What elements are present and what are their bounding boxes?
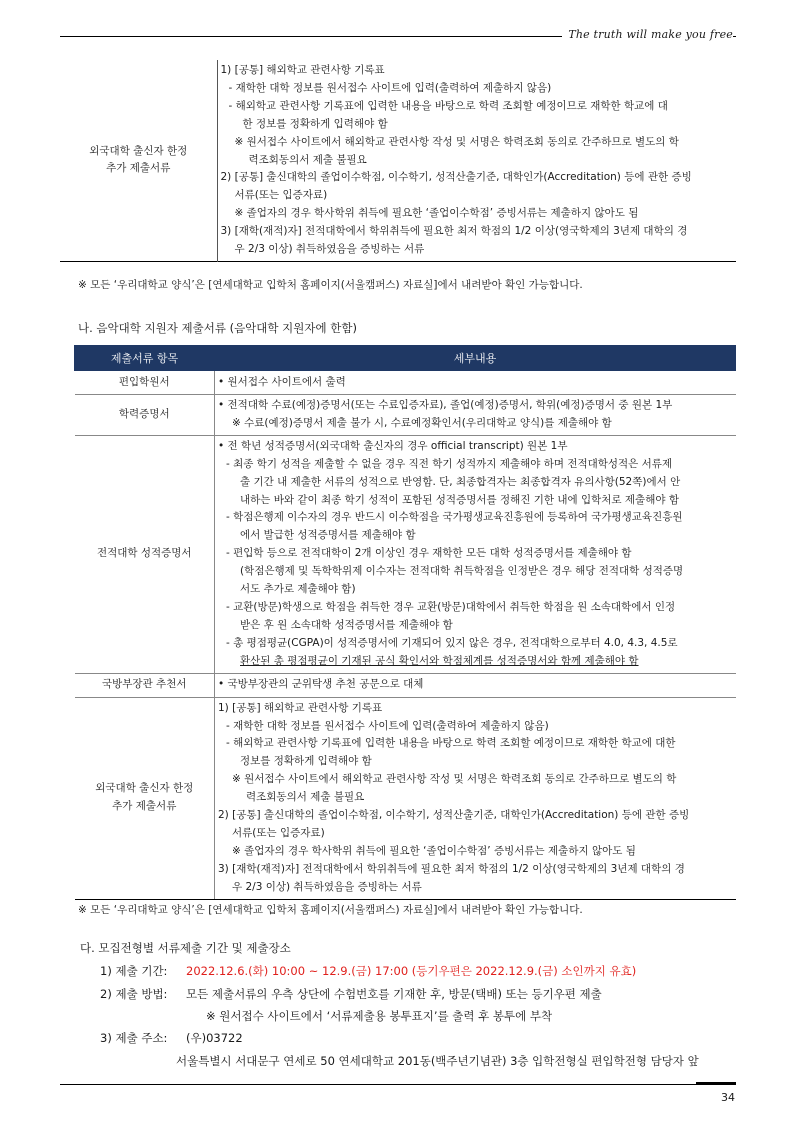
- content-line: 우 2/3 이상) 취득하였음을 증빙하는 서류: [232, 880, 422, 893]
- content-line: 받은 후 원 소속대학 성적증명서를 제출해야 함: [240, 618, 453, 631]
- content-line: 3) [재학(재적)자] 전적대학에서 학위취득에 필요한 최저 학점의 1/2 이상(영국학제의 3년제 대학의 경: [220, 225, 688, 238]
- content-line: 서류(또는 입증자료): [234, 189, 328, 202]
- content-line: 정보를 정확하게 입력해야 함: [240, 755, 372, 768]
- header-motto: The truth will make you free: [562, 28, 733, 41]
- content-line: 1) [공통] 해외학교 관련사항 기록표: [220, 64, 385, 76]
- content-line: 출 기간 내 제출한 서류의 성적으로 반영함. 단, 최종합격자는 최종합격자 유의사항(52쪽)에서 안: [240, 475, 681, 488]
- content-line: - 해외학교 관련사항 기록표에 입력한 내용을 바탕으로 학력 조회할 예정이므로 재학한 학교에 대: [228, 99, 668, 112]
- content-line: - 재학한 대학 정보를 원서접수 사이트에 입력(출력하여 제출하지 않음): [228, 81, 552, 94]
- content-line: 한 정보를 정확하게 입력해야 함: [242, 117, 388, 130]
- label-line: 추가 제출서류: [106, 162, 171, 175]
- content-line: - 편입학 등으로 전적대학이 2개 이상인 경우 재학한 모든 대학 성적증명서를 제출해야 함: [226, 547, 632, 560]
- row-content: [215, 697, 736, 899]
- content-line: 1) [공통] 해외학교 관련사항 기록표: [218, 701, 383, 714]
- period-value: 2022.12.6.(화) 10:00 ~ 12.9.(금) 17:00 (등기우편은 2022.12.9.(금) 소인까지 유효): [186, 964, 637, 978]
- content-line: - 재학한 대학 정보를 원서접수 사이트에 입력(출력하여 제출하지 않음): [226, 719, 549, 732]
- foreign-docs-table-top: [60, 60, 736, 262]
- content-line: 서도 추가로 제출해야 함): [240, 583, 356, 596]
- row-content: [215, 371, 736, 395]
- footer-accent: [696, 1082, 736, 1085]
- row-label: [75, 371, 215, 395]
- music-docs-table: [74, 345, 736, 900]
- content-line: ※ 원서접수 사이트에서 해외학교 관련사항 작성 및 서명은 학력조회 동의로 간주하므로 별도의 학: [232, 773, 677, 786]
- content-line: - 해외학교 관련사항 기록표에 입력한 내용을 바탕으로 학력 조회할 예정이므로 재학한 학교에 대한: [226, 737, 676, 750]
- table-row: [75, 435, 736, 673]
- content-line: ※ 졸업자의 경우 학사학위 취득에 필요한 ‘졸업이수학점’ 증빙서류는 제출하지 않아도 됨: [234, 207, 639, 220]
- content-line: 2) [공통] 출신대학의 졸업이수학점, 이수학기, 성적산출기준, 대학인가(Accreditation) 등에 관한 증빙: [218, 809, 690, 822]
- forms-note: ※ 모든 ‘우리대학교 양식’은 [연세대학교 입학처 홈페이지(서울캠퍼스) 자료실]에서 내려받아 확인 가능합니다.: [78, 279, 583, 291]
- content-line: 환산된 총 평점평균이 기재된 공식 확인서와 학점체계를 성적증명서와 함께 제출해야 함: [240, 654, 639, 667]
- table-row: [75, 395, 736, 436]
- content-line: 3) [재학(재적)자] 전적대학에서 학위취득에 필요한 최저 학점의 1/2 이상(영국학제의 3년제 대학의 경: [218, 862, 685, 875]
- address-line: 서울특별시 서대문구 연세로 50 연세대학교 201동(백주년기념관) 3층 입학전형실 편입학전형 담당자 앞: [176, 1054, 699, 1068]
- section-b-title: 나. 음악대학 지원자 제출서류 (음악대학 지원자에 한함): [78, 321, 357, 335]
- content-line: 에서 발급한 성적증명서를 제출해야 함: [240, 529, 416, 542]
- method-note: ※ 원서접수 사이트에서 ‘서류제출용 봉투표지’를 출력 후 봉투에 부착: [206, 1009, 553, 1023]
- table-row: [75, 673, 736, 697]
- footer-rule: [60, 1084, 736, 1085]
- label-line: 외국대학 출신자 한정: [89, 144, 188, 157]
- content-line: ※ 원서접수 사이트에서 해외학교 관련사항 작성 및 서명은 학력조회 동의로 간주하므로 별도의 학: [234, 135, 679, 148]
- content-line: ※ 졸업자의 경우 학사학위 취득에 필요한 ‘졸업이수학점’ 증빙서류는 제출하지 않아도 됨: [232, 844, 636, 857]
- content-line: - 총 평점평균(CGPA)이 성적증명서에 기재되어 있지 않은 경우, 전적대학으로부터 4.0, 4.3, 4.5로: [226, 636, 678, 649]
- address-zip: (우)03722: [186, 1031, 243, 1045]
- label-line: 외국대학 출신자 한정: [95, 782, 194, 795]
- content-line: • 국방부장관의 군위탁생 추천 공문으로 대체: [218, 678, 424, 691]
- content-line: ※ 수료(예정)증명서 제출 불가 시, 수료예정확인서(우리대학교 양식)를 제출해야 함: [232, 416, 612, 429]
- table-row: [75, 371, 736, 395]
- period-label: 1) 제출 기간:: [100, 964, 168, 978]
- content-line: - 교환(방문)학생으로 학점을 취득한 경우 교환(방문)대학에서 취득한 학점을 원 소속대학에서 인정: [226, 600, 676, 613]
- forms-note-2: ※ 모든 ‘우리대학교 양식’은 [연세대학교 입학처 홈페이지(서울캠퍼스) 자료실]에서 내려받아 확인 가능합니다.: [78, 904, 583, 916]
- section-d-title: 다. 모집전형별 서류제출 기간 및 제출장소: [80, 941, 291, 955]
- content-line: • 전 학년 성적증명서(외국대학 출신자의 경우 official transcript) 원본 1부: [218, 439, 568, 452]
- label-line: 전적대학 성적증명서: [96, 547, 192, 560]
- content-line: • 전적대학 수료(예정)증명서(또는 수료입증자료), 졸업(예정)증명서, 학위(예정)증명서 중 원본 1부: [218, 399, 673, 411]
- page-number: 34: [721, 1091, 735, 1104]
- method-label: 2) 제출 방법:: [100, 987, 168, 1001]
- content-line: 내하는 바와 같이 최종 학기 성적이 포함된 성적증명서를 정해진 기한 내에 입학처로 제출해야 함: [240, 493, 679, 506]
- row-label: [75, 697, 215, 899]
- content-line: - 학점은행제 이수자의 경우 반드시 이수학점을 국가평생교육진흥원에 등록하여 국가평생교육진흥원: [226, 511, 683, 524]
- col-header-detail: 세부내용: [215, 346, 736, 371]
- row-content: [215, 395, 736, 436]
- label-line: 국방부장관 추천서: [102, 678, 187, 691]
- row-content: [215, 435, 736, 673]
- content-line: (학점은행제 및 독학학위제 이수자는 전적대학 취득학점을 인정받은 경우 해당 전적대학 성적증명: [240, 565, 684, 578]
- label-line: 학력증명서: [118, 407, 170, 420]
- row-content: [217, 60, 736, 261]
- label-line: 편입학원서: [118, 375, 170, 388]
- col-header-item: 제출서류 항목: [75, 346, 215, 371]
- row-content: [215, 673, 736, 697]
- content-line: 력조회동의서 제출 불필요: [246, 791, 365, 804]
- row-label: [75, 395, 215, 436]
- method-value: 모든 제출서류의 우측 상단에 수험번호를 기재한 후, 방문(택배) 또는 등기우편 제출: [186, 987, 602, 1001]
- content-line: • 원서접수 사이트에서 출력: [218, 375, 346, 388]
- content-line: - 최종 학기 성적을 제출할 수 없을 경우 직전 학기 성적까지 제출해야 하며 전적대학성적은 서류제: [226, 457, 673, 470]
- row-label: [75, 673, 215, 697]
- content-line: 우 2/3 이상) 취득하였음을 증빙하는 서류: [234, 243, 425, 256]
- label-line: 추가 제출서류: [112, 800, 177, 813]
- content-line: 력조회동의서 제출 불필요: [248, 153, 367, 166]
- address-label: 3) 제출 주소:: [100, 1031, 168, 1045]
- content-line: 2) [공통] 출신대학의 졸업이수학점, 이수학기, 성적산출기준, 대학인가(Accreditation) 등에 관한 증빙: [220, 171, 692, 184]
- row-label: [60, 60, 217, 261]
- content-line: 서류(또는 입증자료): [232, 826, 325, 839]
- table-row: [75, 697, 736, 899]
- row-label: [75, 435, 215, 673]
